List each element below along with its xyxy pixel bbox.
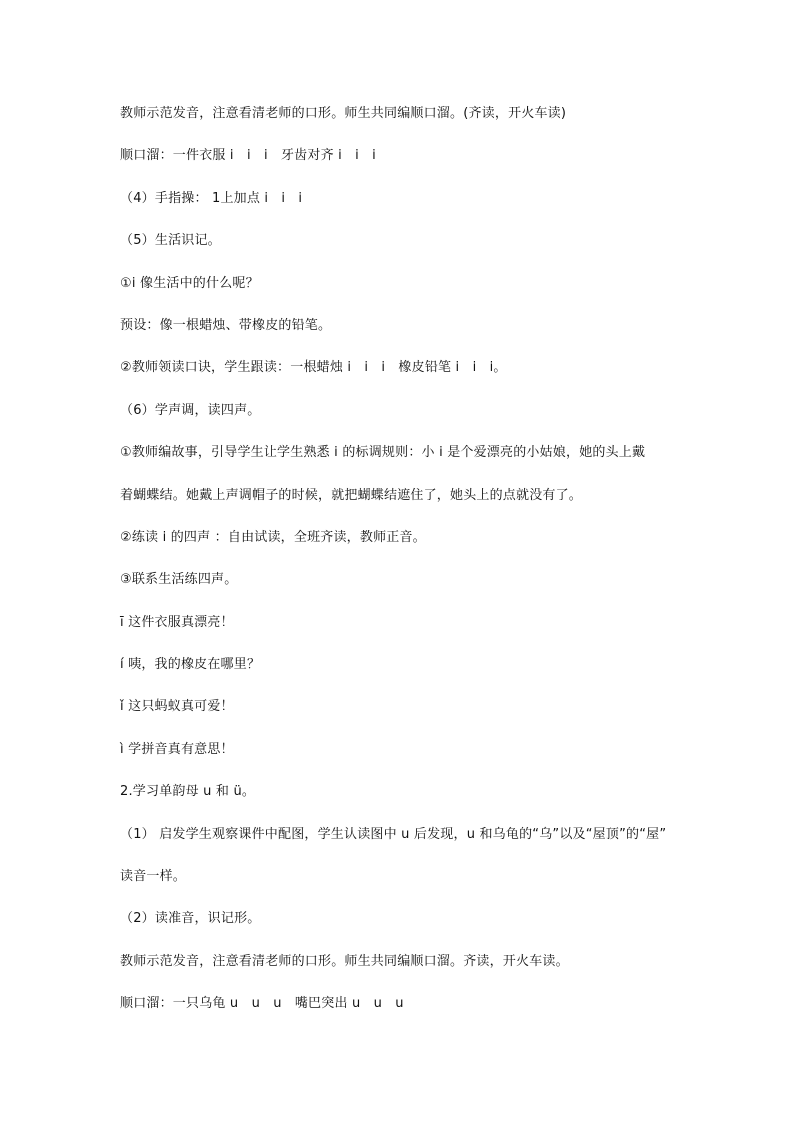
paragraph-line: ②练读 i 的四声 ：自由试读，全班齐读，教师正音。 (120, 529, 426, 545)
paragraph-line: ī 这件衣服真漂亮！ (120, 614, 234, 630)
paragraph-line: （4）手指操： 1上加点 i i i (120, 190, 303, 206)
document-body (120, 104, 690, 1037)
paragraph-line: 预设：像一根蜡烛、带橡皮的铅笔。 (120, 317, 332, 333)
paragraph-line: ǐ 这只蚂蚁真可爱！ (120, 699, 234, 715)
paragraph-line: ①i 像生活中的什么呢？ (120, 275, 259, 291)
paragraph-line: （6）学声调，读四声。 (120, 402, 261, 418)
paragraph-line: 着蝴蝶结。她戴上声调帽子的时候，就把蝴蝶结遮住了，她头上的点就没有了。 (120, 487, 583, 503)
paragraph-line: （1） 启发学生观察课件中配图，学生认读图中 u 后发现，u 和乌龟的“乌”以及“屋顶”的“屋” (120, 826, 667, 842)
paragraph-line: ì 学拼音真有意思！ (120, 741, 234, 757)
paragraph-line: ②教师领读口诀，学生跟读：一根蜡烛 i i i 橡皮铅笔 i i i。 (120, 360, 507, 376)
paragraph-line: 2.学习单韵母 u 和 ü。 (120, 784, 256, 800)
paragraph-line: ③联系生活练四声。 (120, 572, 238, 588)
paragraph-line: （5）生活识记。 (120, 233, 221, 249)
paragraph-line: ①教师编故事，引导学生让学生熟悉 i 的标调规则：小 i 是个爱漂亮的小姑娘，她的头上戴 (120, 445, 646, 461)
paragraph-line: 读音一样。 (120, 869, 187, 885)
paragraph-line: 教师示范发音，注意看清老师的口形。师生共同编顺口溜。(齐读，开火车读) (120, 106, 567, 121)
paragraph-line: í 咦，我的橡皮在哪里？ (120, 657, 261, 673)
paragraph-line: （2）读准音，识记形。 (120, 911, 261, 927)
paragraph-line: 顺口溜：一件衣服 i i i 牙齿对齐 i i i (120, 148, 376, 164)
paragraph-line: 教师示范发音，注意看清老师的口形。师生共同编顺口溜。齐读，开火车读。 (120, 953, 569, 969)
paragraph-line: 顺口溜：一只乌龟 u u u 嘴巴突出 u u u (120, 996, 404, 1012)
